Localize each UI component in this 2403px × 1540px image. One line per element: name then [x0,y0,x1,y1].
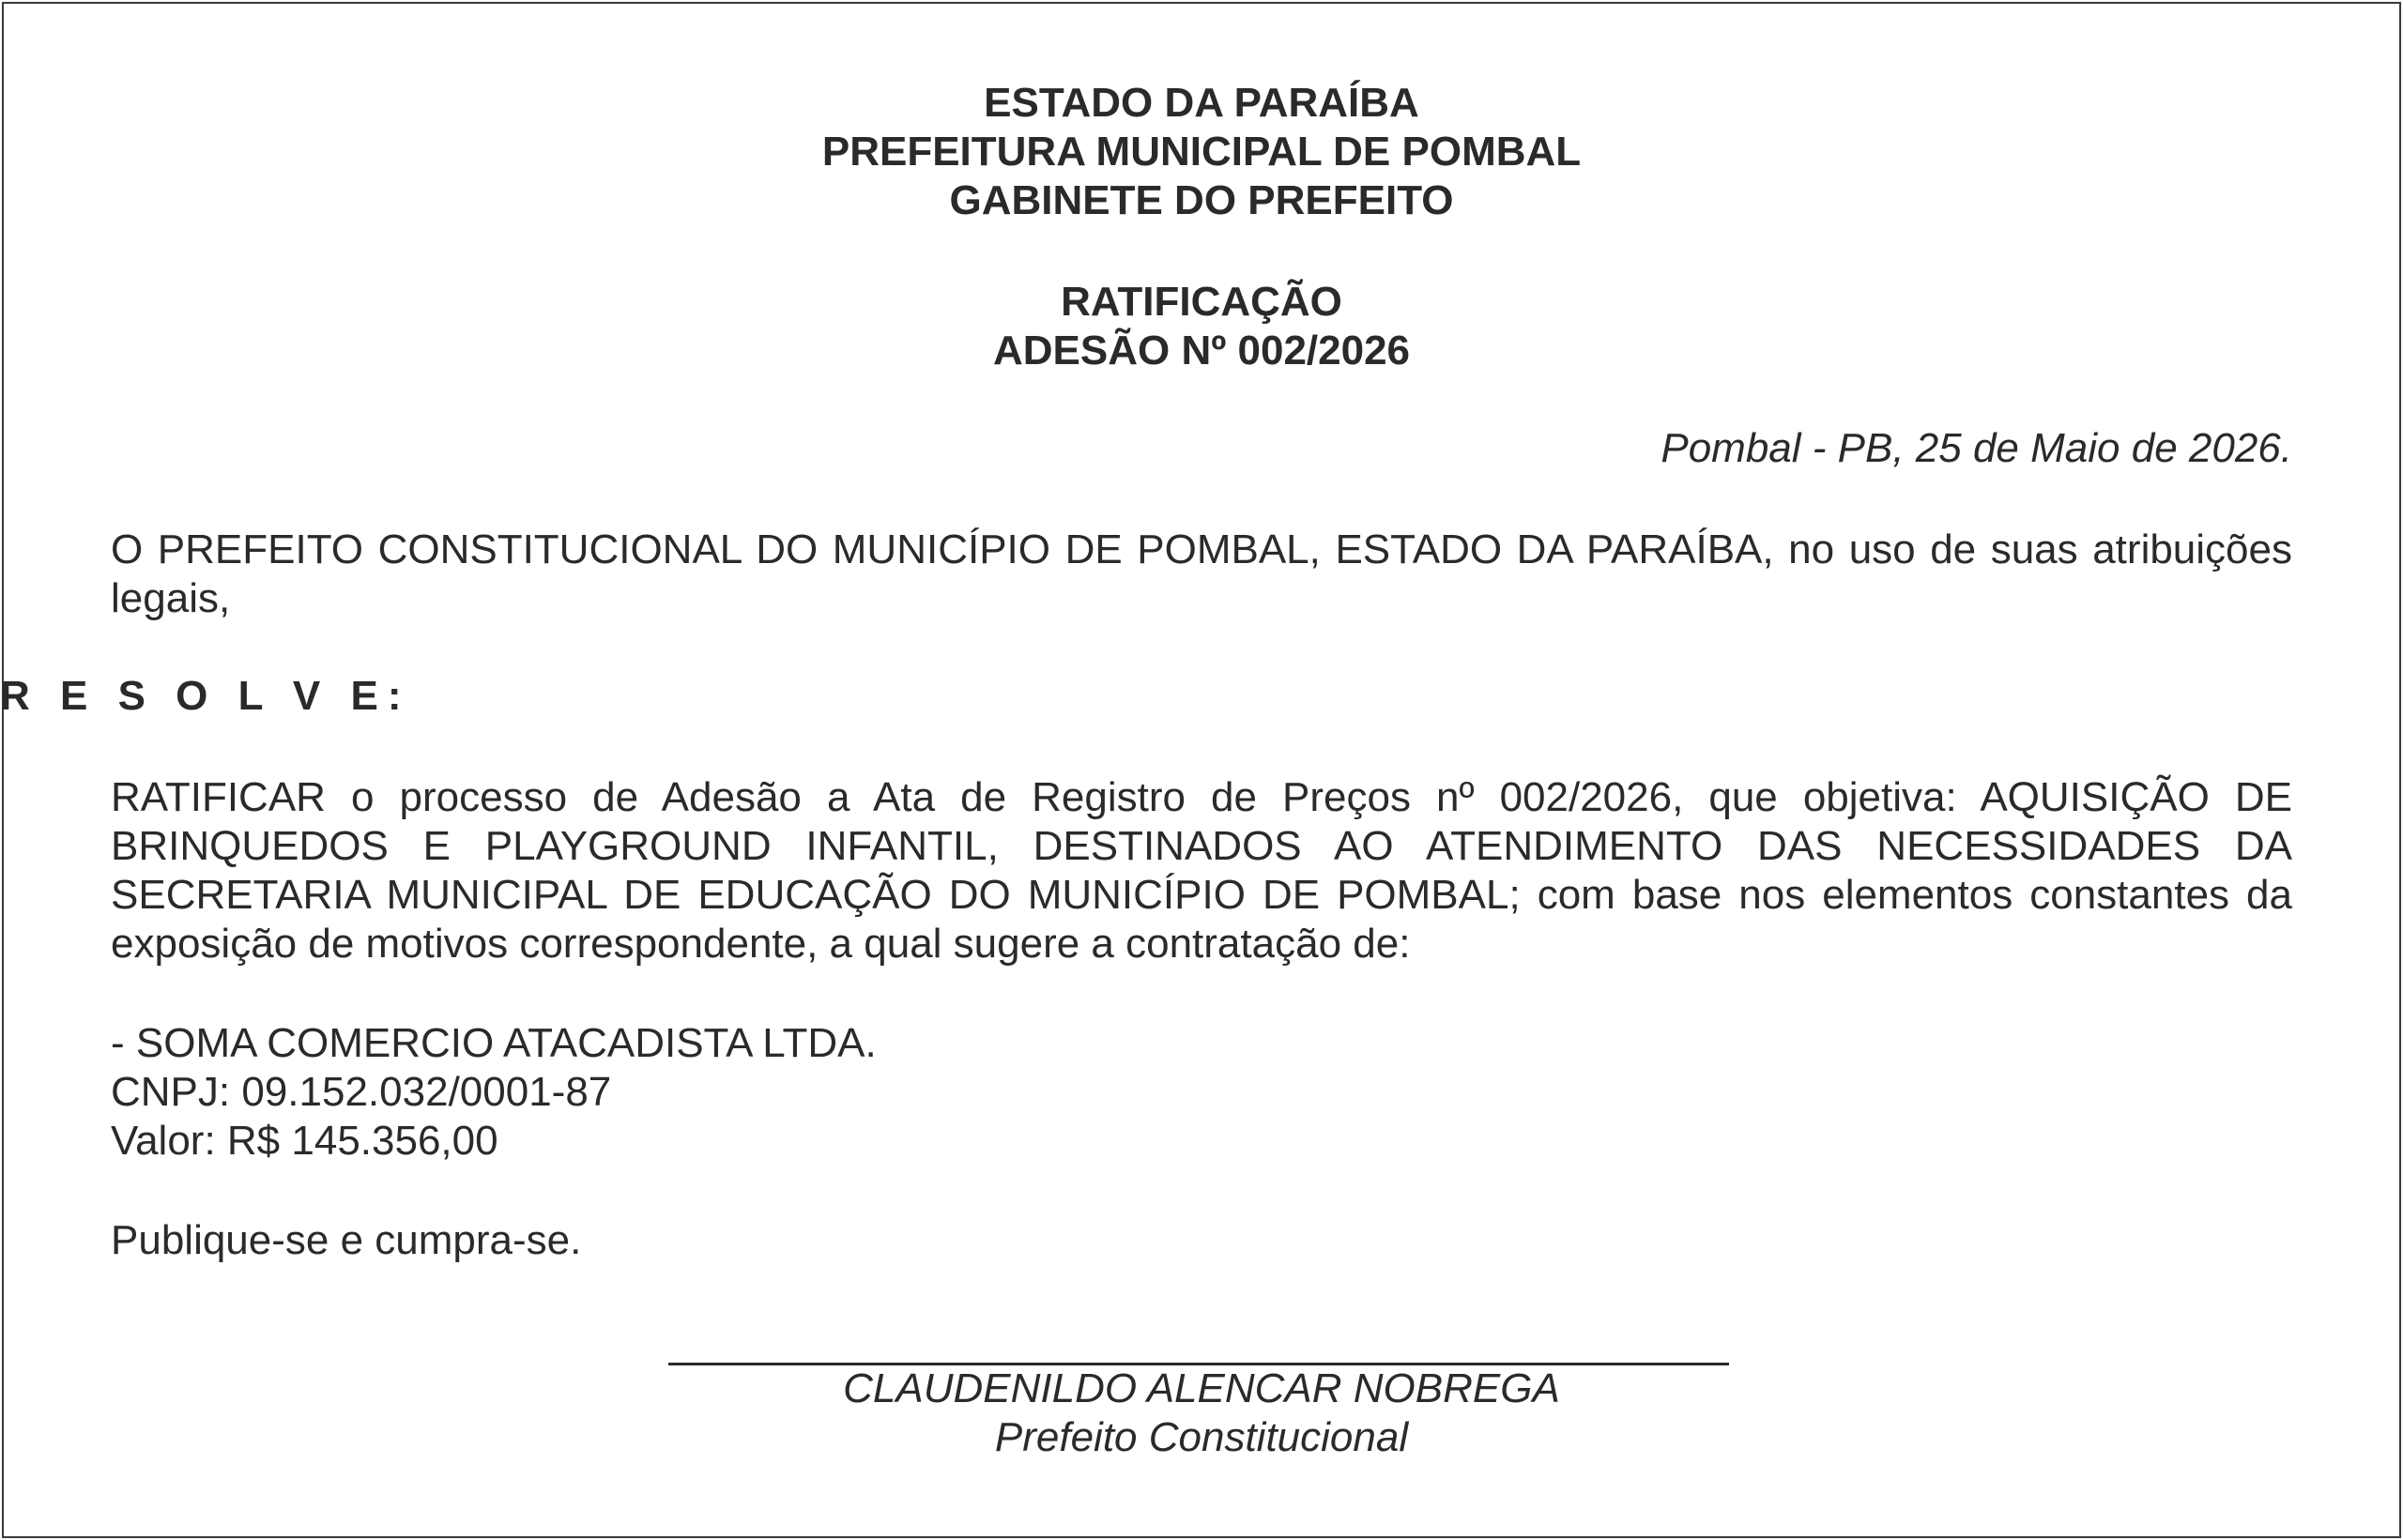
signatory-name: CLAUDENILDO ALENCAR NOBREGA [843,1365,1560,1411]
signature-block [0,1365,2403,1462]
contractor-name: - SOMA COMERCIO ATACADISTA LTDA. [111,1020,877,1066]
contractor-value: Valor: R$ 145.356,00 [111,1118,498,1164]
document-title [0,278,2403,375]
header-municipality: PREFEITURA MUNICIPAL DE POMBAL [821,129,1582,175]
date-line: Pombal - PB, 25 de Maio de 2026. [1661,425,2292,471]
body-paragraph: RATIFICAR o processo de Adesão a Ata de Registro de Preços nº 002/2026, que objetiva: AQUISIÇÃO DE BRINQUEDOS E PLAYGROUND INFANTIL, DESTINADOS AO ATENDIMENTO DAS NECESSIDADES DA SECRETARIA MUNICIPAL DE EDUCAÇÃO DO MUNICÍPIO DE POMBAL; com base nos elementos constantes da exposição de motivos correspondente, a qual sugere a contratação de: [111,774,2292,967]
closing-text: Publique-se e cumpra-se. [111,1217,582,1263]
signatory-role: Prefeito Constitucional [994,1414,1409,1460]
contractor-block [111,1019,2292,1166]
document-border [2,2,2401,1538]
header-state: ESTADO DA PARAÍBA [984,80,1419,126]
intro-paragraph: O PREFEITO CONSTITUCIONAL DO MUNICÍPIO DE POMBAL, ESTADO DA PARAÍBA, no uso de suas atribuições legais, [111,526,2292,621]
document-header [0,79,2403,225]
title-ratification: RATIFICAÇÃO [1061,279,1342,325]
resolve-heading: R E S O L V E: [0,673,411,719]
title-adhesion-number: ADESÃO Nº 002/2026 [992,328,1411,374]
header-office: GABINETE DO PREFEITO [949,177,1454,223]
contractor-cnpj: CNPJ: 09.152.032/0001-87 [111,1069,612,1115]
